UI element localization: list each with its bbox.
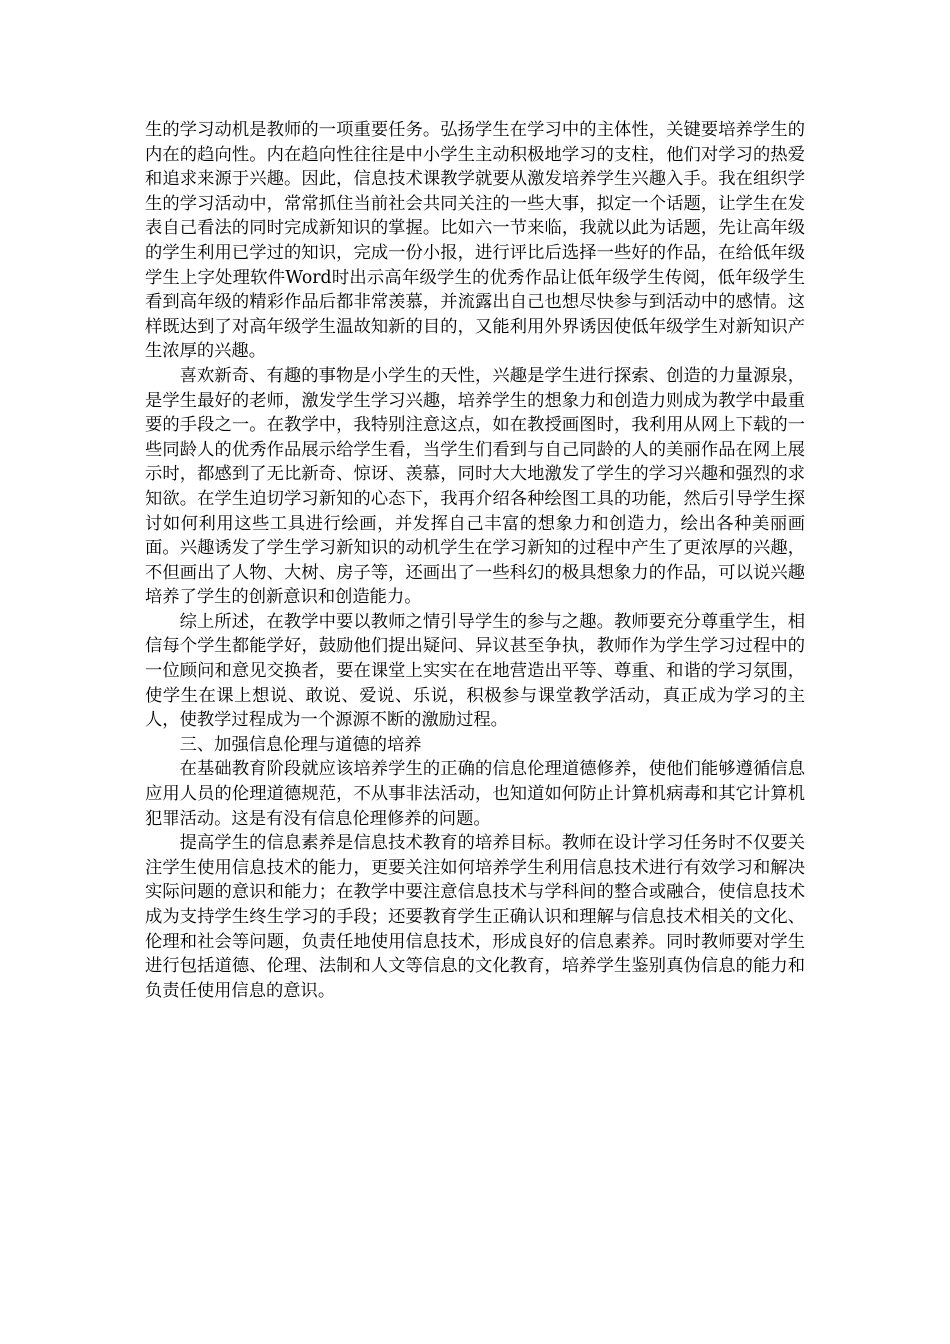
- paragraph-ethics: 在基础教育阶段就应该培养学生的正确的信息伦理道德修养，使他们能够遵循信息应用人员的伦理道德规范，不从事非法活动，也知道如何防止计算机病毒和其它计算机犯罪活动。这是有没有信息伦理修养的问题。: [145, 759, 805, 829]
- paragraph-continuation: 生的学习动机是教师的一项重要任务。弘扬学生在学习中的主体性，关键要培养学生的内在的趋向性。内在趋向性往往是中小学生主动积极地学习的支柱，他们对学习的热爱和追求来源于兴趣。因此，信息技术课教学就要从激发培养学生兴趣入手。我在组织学生的学习活动中，常常抓住当前社会共同关注的一些大事，拟定一个话题，让学生在发表自己看法的同时完成新知识的掌握。比如六一节来临，我就以此为话题，先让高年级的学生利用已学过的知识，完成一份小报，进行评比后选择一些好的作品，在给低年级学生上字处理软件Word时出示高年级学生的优秀作品让低年级学生传阅，低年级学生看到高年级的精彩作品后都非常羡慕，并流露出自己也想尽快参与到活动中的感情。这样既达到了对高年级学生温故知新的目的，又能利用外界诱因使低年级学生对新知识产生浓厚的兴趣。: [145, 120, 805, 362]
- paragraph-literacy: 提高学生的信息素养是信息技术教育的培养目标。教师在设计学习任务时不仅要关注学生使用信息技术的能力，更要关注如何培养学生利用信息技术进行有效学习和解决实际问题的意识和能力；在教学中要注意信息技术与学科间的整合或融合，使信息技术成为支持学生终生学习的手段；还要教育学生正确认识和理解与信息技术相关的文化、伦理和社会等问题，负责任地使用信息技术，形成良好的信息素养。同时教师要对学生进行包括道德、伦理、法制和人文等信息的文化教育，培养学生鉴别真伪信息的能力和负责任使用信息的意识。: [145, 833, 805, 1001]
- document-body: [145, 118, 805, 1003]
- paragraph-summary: 综上所述，在教学中要以教师之情引导学生的参与之趣。教师要充分尊重学生，相信每个学生都能学好，鼓励他们提出疑问、异议甚至争执，教师作为学生学习过程中的一位顾问和意见交换者，要在课堂上实实在在地营造出平等、尊重、和谐的学习氛围，使学生在课上想说、敢说、爱说、乐说，积极参与课堂教学活动，真正成为学习的主人，使教学过程成为一个源源不断的激励过程。: [145, 611, 805, 731]
- paragraph-interest: 喜欢新奇、有趣的事物是小学生的天性，兴趣是学生进行探索、创造的力量源泉，是学生最好的老师，激发学生学习兴趣，培养学生的想象力和创造力则成为教学中最重要的手段之一。在教学中，我特别注意这点，如在教授画图时，我利用从网上下载的一些同龄人的优秀作品展示给学生看，当学生们看到与自己同龄的人的美丽作品在网上展示时，都感到了无比新奇、惊讶、羡慕，同时大大地激发了学生的学习兴趣和强烈的求知欲。在学生迫切学习新知的心态下，我再介绍各种绘图工具的功能，然后引导学生探讨如何利用这些工具进行绘画，并发挥自己丰富的想象力和创造力，绘出各种美丽画面。兴趣诱发了学生学习新知识的动机学生在学习新知的过程中产生了更浓厚的兴趣，不但画出了人物、大树、房子等，还画出了一些科幻的极具想象力的作品，可以说兴趣培养了学生的创新意识和创造能力。: [145, 365, 805, 608]
- section-heading: 三、加强信息伦理与道德的培养: [179, 734, 422, 755]
